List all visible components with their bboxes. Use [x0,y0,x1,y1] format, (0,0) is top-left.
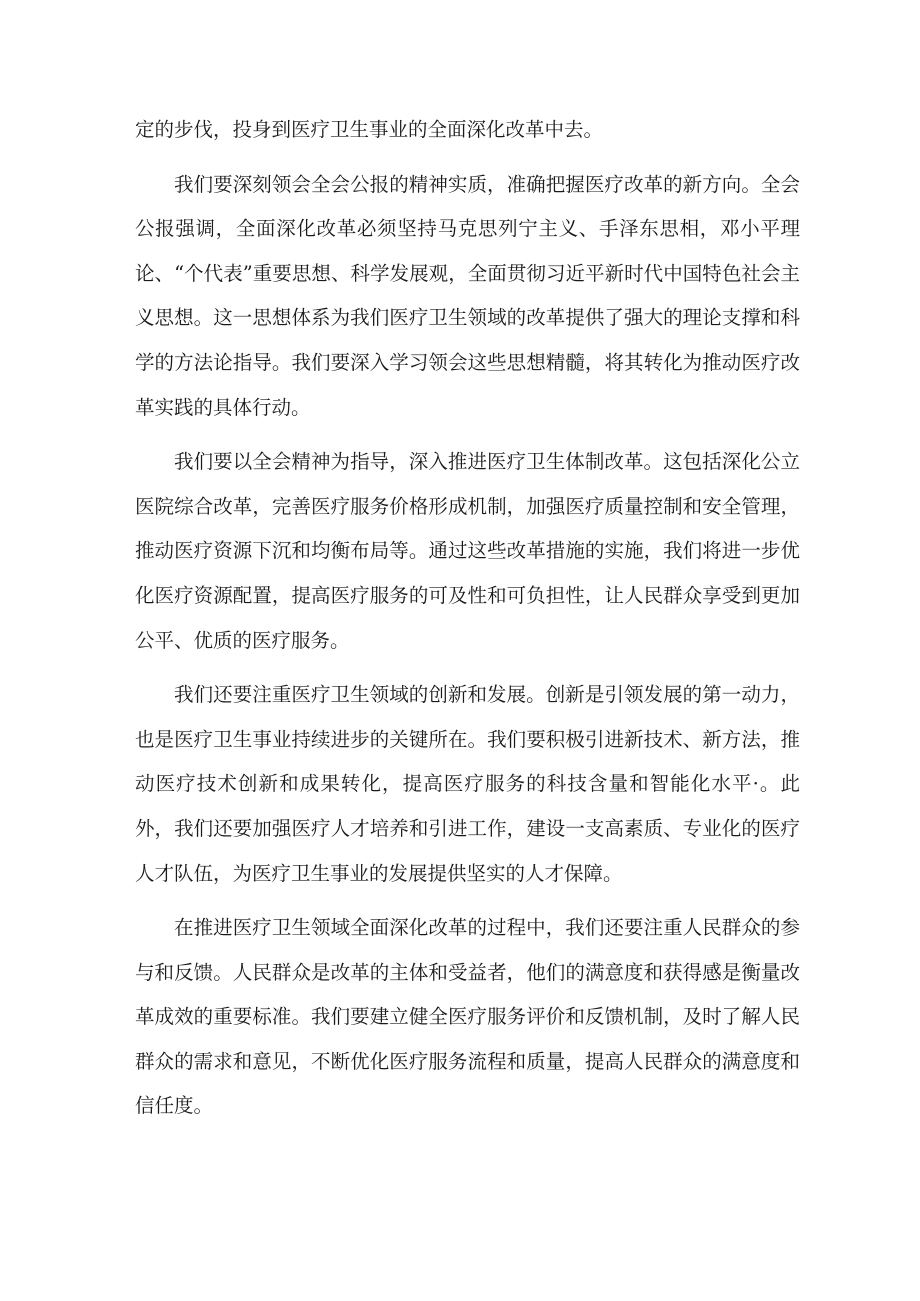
document-body [135,108,800,1139]
paragraph-system-reform: 我们要以全会精神为指导，深入推进医疗卫生体制改革。这包括深化公立医院综合改革，完善医疗服务价格形成机制，加强医疗质量控制和安全管理，推动医疗资源下沉和均衡布局等。通过这些改革措施的实施，我们将进一步优化医疗资源配置，提高医疗服务的可及性和可负担性，让人民群众享受到更加公平、优质的医疗服务。 [135,450,800,652]
paragraph-innovation: 我们还要注重医疗卫生领域的创新和发展。创新是引领发展的第一动力，也是医疗卫生事业持续进步的关键所在。我们要积极引进新技术、新方法，推动医疗技术创新和成果转化，提高医疗服务的科技含量和智能化水平·。此外，我们还要加强医疗人才培养和引进工作，建设一支高素质、专业化的医疗人才队伍，为医疗卫生事业的发展提供坚实的人才保障。 [135,683,800,885]
paragraph-public-feedback: 在推进医疗卫生领域全面深化改革的过程中，我们还要注重人民群众的参与和反馈。人民群众是改革的主体和受益者，他们的满意度和获得感是衡量改革成效的重要标准。我们要建立健全医疗服务评价和反馈机制，及时了解人民群众的需求和意见，不断优化医疗服务流程和质量，提高人民群众的满意度和信任度。 [135,916,800,1118]
paragraph-comprehend-communique: 我们要深刻领会全会公报的精神实质，准确把握医疗改革的新方向。全会公报强调，全面深化改革必须坚持马克思列宁主义、手泽东思相，邓小平理论、“个代表”重要思想、科学发展观，全面贯彻习近平新时代中国特色社会主义思想。这一思想体系为我们医疗卫生领域的改革提供了强大的理论支撑和科学的方法论指导。我们要深入学习领会这些思想精髓，将其转化为推动医疗改革实践的具体行动。 [135,172,800,419]
paragraph-continuation: 定的步伐，投身到医疗卫生事业的全面深化改革中去。 [135,118,604,141]
